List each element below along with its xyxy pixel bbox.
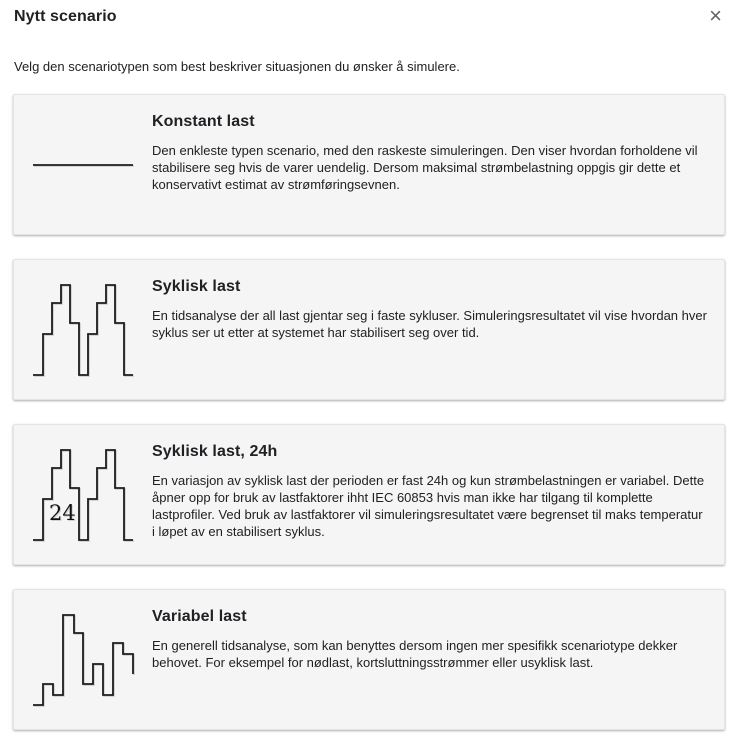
variable-load-steps-icon [33, 606, 133, 713]
cyclic-load-steps-icon [33, 276, 133, 383]
card-title: Konstant last [152, 113, 255, 130]
dialog-header [0, 0, 738, 27]
constant-load-line-icon [33, 111, 133, 218]
cyclic-load-24h-icon [33, 441, 133, 548]
scenario-card-list [13, 94, 725, 730]
icon-24-label: 24 [49, 500, 76, 525]
scenario-card-syklisk-last-24h[interactable] [13, 424, 725, 565]
card-text-block [152, 276, 708, 383]
scenario-card-konstant-last[interactable] [13, 94, 725, 235]
close-icon: × [709, 3, 722, 28]
card-description: En variasjon av syklisk last der perioden er fast 24h og kun strømbelastningen er variabel. Dette åpner opp for bruk av lastfaktorer ihht IEC 60853 hvis man ikke har tilgang til komplette lastprofiler. Ved bruk av lastfaktorer vil simuleringsresultatet være begrenset til maks temperatur i løpet av en stabilisert syklus. [152, 473, 705, 539]
card-text-block [152, 111, 708, 218]
card-description: En tidsanalyse der all last gjentar seg i faste sykluser. Simuleringsresultatet vil vise hvordan hver syklus ser ut etter at systemet har stabilisert seg over tid. [152, 308, 707, 340]
card-title: Syklisk last, 24h [152, 443, 278, 460]
card-text-block [152, 606, 708, 713]
scenario-card-variabel-last[interactable] [13, 589, 725, 730]
dialog-subtitle: Velg den scenariotypen som best beskriver situasjonen du ønsker å simulere. [14, 59, 460, 74]
card-title: Variabel last [152, 608, 247, 625]
card-text-block [152, 441, 708, 548]
scenario-card-syklisk-last[interactable] [13, 259, 725, 400]
card-description: En generell tidsanalyse, som kan benyttes dersom ingen mer spesifikk scenariotype dekker behovet. For eksempel for nødlast, kortsluttningsstrømmer eller usyklisk last. [152, 638, 678, 670]
close-button[interactable] [709, 3, 722, 28]
card-description: Den enkleste typen scenario, med den raskeste simuleringen. Den viser hvordan forholdene vil stabilisere seg hvis de varer uendelig. Dersom maksimal strømbelastning oppgis gir dette et konservativt estimat av strømføringsevnen. [152, 143, 698, 192]
card-title: Syklisk last [152, 278, 241, 295]
dialog-title: Nytt scenario [14, 8, 117, 25]
